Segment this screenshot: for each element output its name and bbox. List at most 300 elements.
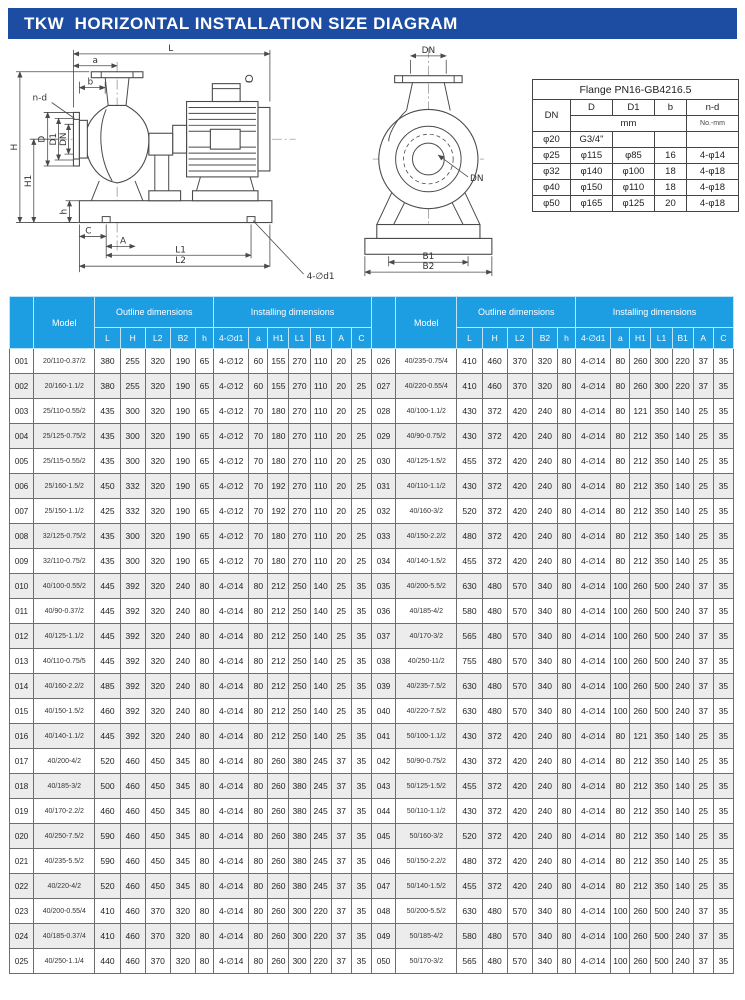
table-cell: 350 <box>651 474 672 499</box>
table-cell: 25 <box>693 749 713 774</box>
table-cell: 35 <box>351 574 371 599</box>
table-cell: 80 <box>557 449 575 474</box>
table-cell: 010 <box>10 574 34 599</box>
table-cell: 35 <box>713 749 733 774</box>
table-cell: 372 <box>482 799 507 824</box>
table-cell: φ125 <box>612 196 654 212</box>
table-cell: 380 <box>289 849 310 874</box>
table-cell: 565 <box>457 624 482 649</box>
table-row <box>372 749 734 774</box>
table-cell: 420 <box>507 549 532 574</box>
table-cell: 420 <box>507 524 532 549</box>
table-cell: 190 <box>170 399 195 424</box>
table-cell: 80 <box>557 824 575 849</box>
table-cell: 180 <box>268 424 289 449</box>
table-cell: 65 <box>195 499 213 524</box>
table-cell: 435 <box>95 549 120 574</box>
table-cell: 192 <box>268 499 289 524</box>
table-cell: 4-∅14 <box>576 349 611 374</box>
spec-table-left-body <box>10 349 372 974</box>
dim-label-D1: D1 <box>49 132 60 146</box>
table-cell: 4-∅14 <box>576 899 611 924</box>
table-cell: 320 <box>145 374 170 399</box>
table-cell: φ85 <box>612 148 654 164</box>
table-cell: 40/185-4/2 <box>396 599 457 624</box>
col-L2: L2 <box>145 328 170 349</box>
table-cell: 20 <box>331 399 351 424</box>
outline-dimensions-header: Outline dimensions <box>95 297 214 328</box>
table-cell: 570 <box>507 599 532 624</box>
table-cell: 350 <box>651 874 672 899</box>
table-cell: 460 <box>482 374 507 399</box>
table-row <box>372 924 734 949</box>
table-cell: 4-∅14 <box>214 749 249 774</box>
table-cell: 300 <box>120 399 145 424</box>
table-cell: 300 <box>651 349 672 374</box>
table-cell: 050 <box>372 949 396 974</box>
table-cell: 70 <box>249 524 268 549</box>
table-cell: 450 <box>95 474 120 499</box>
table-cell: 240 <box>170 699 195 724</box>
table-cell: 245 <box>310 774 331 799</box>
table-cell: 420 <box>507 724 532 749</box>
table-cell: 007 <box>10 499 34 524</box>
table-cell: 420 <box>507 449 532 474</box>
table-cell: 212 <box>630 524 651 549</box>
table-cell: 420 <box>507 874 532 899</box>
table-cell: 155 <box>268 349 289 374</box>
table-cell: 240 <box>532 724 557 749</box>
table-cell: 25 <box>351 524 371 549</box>
table-cell: 80 <box>557 674 575 699</box>
table-cell: 35 <box>713 724 733 749</box>
table-cell: 140 <box>672 549 693 574</box>
table-cell: 80 <box>557 474 575 499</box>
table-row <box>372 699 734 724</box>
table-cell: 65 <box>195 424 213 449</box>
table-cell: 340 <box>532 949 557 974</box>
table-cell: 4-∅14 <box>214 574 249 599</box>
table-cell: 044 <box>372 799 396 824</box>
table-cell: 80 <box>557 849 575 874</box>
table-cell: 460 <box>120 899 145 924</box>
table-row <box>372 824 734 849</box>
table-cell: 40/100-0.55/2 <box>34 574 95 599</box>
table-row <box>372 424 734 449</box>
table-cell: 455 <box>457 449 482 474</box>
table-cell: 20 <box>331 474 351 499</box>
col-h: h <box>557 328 575 349</box>
table-cell: 80 <box>557 949 575 974</box>
table-cell: φ40 <box>532 180 570 196</box>
table-cell: 018 <box>10 774 34 799</box>
table-cell: 80 <box>611 424 630 449</box>
table-cell: 250 <box>289 699 310 724</box>
table-cell: 40/110-1.1/2 <box>396 474 457 499</box>
table-cell: 350 <box>651 749 672 774</box>
flange-table <box>532 79 739 212</box>
table-row <box>372 674 734 699</box>
table-cell: 180 <box>268 524 289 549</box>
table-cell: 35 <box>713 424 733 449</box>
table-cell: 350 <box>651 724 672 749</box>
table-cell: 480 <box>457 524 482 549</box>
table-cell: 80 <box>195 649 213 674</box>
table-cell: 300 <box>289 899 310 924</box>
table-cell: 372 <box>482 499 507 524</box>
table-cell: 40/150-1.5/2 <box>34 699 95 724</box>
table-cell: 80 <box>249 674 268 699</box>
table-cell: 480 <box>482 674 507 699</box>
flange-unit-nd: No.-mm <box>686 116 738 132</box>
table-cell: 570 <box>507 574 532 599</box>
table-cell: 4-∅12 <box>214 399 249 424</box>
col-H: H <box>482 328 507 349</box>
table-cell: 212 <box>630 474 651 499</box>
table-cell: 039 <box>372 674 396 699</box>
outline-dimensions-header: Outline dimensions <box>457 297 576 328</box>
table-row <box>10 649 372 674</box>
table-cell: 009 <box>10 549 34 574</box>
table-cell: 480 <box>482 574 507 599</box>
table-cell: 4-∅12 <box>214 424 249 449</box>
table-cell: 029 <box>372 424 396 449</box>
table-row <box>532 132 738 148</box>
table-cell: 013 <box>10 649 34 674</box>
table-cell: 520 <box>95 749 120 774</box>
table-cell: 80 <box>557 799 575 824</box>
table-cell: 4-∅14 <box>576 924 611 949</box>
table-cell: 450 <box>145 749 170 774</box>
table-cell: 20 <box>654 196 686 212</box>
table-cell: 100 <box>611 574 630 599</box>
table-cell: 25 <box>693 724 713 749</box>
installing-dimensions-header: Installing dimensions <box>214 297 372 328</box>
table-cell: 270 <box>289 349 310 374</box>
table-cell: 450 <box>145 849 170 874</box>
flange-table-container <box>532 79 739 212</box>
table-cell: 50/125-1.5/2 <box>396 774 457 799</box>
table-cell: 80 <box>611 499 630 524</box>
table-cell: 420 <box>507 749 532 774</box>
table-cell: 240 <box>170 624 195 649</box>
table-cell: 500 <box>651 699 672 724</box>
table-cell: 80 <box>557 349 575 374</box>
table-cell: 500 <box>651 599 672 624</box>
table-cell: 180 <box>268 449 289 474</box>
table-cell: 240 <box>170 574 195 599</box>
table-cell: 002 <box>10 374 34 399</box>
table-cell: 140 <box>310 724 331 749</box>
table-cell: 435 <box>95 399 120 424</box>
table-cell: 320 <box>145 474 170 499</box>
table-cell: 35 <box>351 824 371 849</box>
table-cell: 35 <box>351 874 371 899</box>
table-cell: 340 <box>532 924 557 949</box>
model-column-header: Model <box>34 297 95 349</box>
table-cell: 240 <box>532 399 557 424</box>
table-cell: 392 <box>120 724 145 749</box>
table-cell: 500 <box>651 674 672 699</box>
table-cell: 40/150-2.2/2 <box>396 524 457 549</box>
table-cell: 260 <box>630 374 651 399</box>
table-cell: 50/150-2.2/2 <box>396 849 457 874</box>
table-cell: 240 <box>672 624 693 649</box>
table-cell: 500 <box>95 774 120 799</box>
table-cell: 4-φ18 <box>686 164 738 180</box>
table-cell: 80 <box>195 674 213 699</box>
table-cell: 260 <box>268 824 289 849</box>
flange-table-title: Flange PN16-GB4216.5 <box>532 80 738 100</box>
table-cell: 140 <box>672 849 693 874</box>
table-cell: 37 <box>693 699 713 724</box>
table-cell: 25 <box>693 399 713 424</box>
table-cell: 630 <box>457 574 482 599</box>
table-cell: 380 <box>289 774 310 799</box>
table-cell: 190 <box>170 374 195 399</box>
table-row <box>10 349 372 374</box>
table-cell: 260 <box>268 949 289 974</box>
table-cell: 100 <box>611 649 630 674</box>
table-cell: 40/185-3/2 <box>34 774 95 799</box>
table-cell: 001 <box>10 349 34 374</box>
table-cell: 18 <box>654 180 686 196</box>
table-row <box>10 374 372 399</box>
table-cell: 570 <box>507 949 532 974</box>
table-cell: 270 <box>289 499 310 524</box>
dim-label-b: b <box>87 77 94 88</box>
table-cell: 40/160-3/2 <box>396 499 457 524</box>
table-cell: 40/185-0.37/4 <box>34 924 95 949</box>
col-B2: B2 <box>170 328 195 349</box>
table-cell: 80 <box>249 574 268 599</box>
table-row <box>372 524 734 549</box>
table-cell: 4-φ18 <box>686 196 738 212</box>
table-cell: 212 <box>268 724 289 749</box>
table-row <box>372 374 734 399</box>
table-cell: 011 <box>10 599 34 624</box>
table-cell: 35 <box>713 949 733 974</box>
table-cell: 350 <box>651 499 672 524</box>
dim-label-C: C <box>85 226 92 237</box>
table-cell: 455 <box>457 774 482 799</box>
table-cell: 35 <box>713 474 733 499</box>
table-cell: 255 <box>120 349 145 374</box>
table-cell: 100 <box>611 899 630 924</box>
table-cell: 240 <box>532 549 557 574</box>
table-cell: 37 <box>331 949 351 974</box>
table-cell: 260 <box>268 774 289 799</box>
table-cell: 4-∅14 <box>576 774 611 799</box>
table-cell: 430 <box>457 724 482 749</box>
table-cell: 25 <box>331 699 351 724</box>
table-cell: 410 <box>457 374 482 399</box>
table-cell: 80 <box>195 749 213 774</box>
table-row <box>372 874 734 899</box>
table-cell: 245 <box>310 849 331 874</box>
table-cell: 80 <box>249 824 268 849</box>
table-cell: 35 <box>713 374 733 399</box>
table-cell: 430 <box>457 799 482 824</box>
table-cell: 35 <box>713 849 733 874</box>
table-cell: 006 <box>10 474 34 499</box>
table-cell: 37 <box>693 599 713 624</box>
table-cell: 245 <box>310 749 331 774</box>
table-cell: 345 <box>170 749 195 774</box>
table-cell: 320 <box>145 624 170 649</box>
table-cell: 372 <box>482 849 507 874</box>
table-cell: 40/250-11/2 <box>396 649 457 674</box>
table-cell: 212 <box>268 599 289 624</box>
table-cell: 500 <box>651 924 672 949</box>
table-cell: 25 <box>693 499 713 524</box>
table-cell: 190 <box>170 549 195 574</box>
table-cell: 250 <box>289 724 310 749</box>
table-cell: 430 <box>457 474 482 499</box>
table-cell: 270 <box>289 474 310 499</box>
table-cell: 4-∅14 <box>214 624 249 649</box>
table-cell: 40/140-1.5/2 <box>396 549 457 574</box>
table-cell: 500 <box>651 649 672 674</box>
table-cell: 20/110-0.37/2 <box>34 349 95 374</box>
table-cell: 048 <box>372 899 396 924</box>
table-cell: 038 <box>372 649 396 674</box>
table-cell: 80 <box>611 724 630 749</box>
table-cell: 121 <box>630 399 651 424</box>
table-cell: 392 <box>120 574 145 599</box>
table-cell: 320 <box>145 599 170 624</box>
table-cell: 25 <box>693 474 713 499</box>
table-row <box>532 148 738 164</box>
title-banner <box>8 8 737 39</box>
table-cell: 380 <box>289 824 310 849</box>
table-cell: 212 <box>630 874 651 899</box>
table-cell: 35 <box>713 774 733 799</box>
table-cell: 270 <box>289 399 310 424</box>
table-cell: 180 <box>268 399 289 424</box>
table-cell: 570 <box>507 649 532 674</box>
table-cell: 140 <box>310 699 331 724</box>
table-cell: 80 <box>195 624 213 649</box>
table-cell: 70 <box>249 399 268 424</box>
table-cell: 4-∅14 <box>576 724 611 749</box>
table-cell: 003 <box>10 399 34 424</box>
dim-label-DN-top: DN <box>421 45 436 56</box>
table-cell: 570 <box>507 624 532 649</box>
col-H: H <box>120 328 145 349</box>
table-cell: 012 <box>10 624 34 649</box>
table-cell: 320 <box>532 349 557 374</box>
table-cell: 80 <box>249 849 268 874</box>
table-cell: 100 <box>611 624 630 649</box>
table-row <box>372 649 734 674</box>
table-cell: 35 <box>713 874 733 899</box>
table-cell: 40/125-1.5/2 <box>396 449 457 474</box>
table-cell: 320 <box>145 674 170 699</box>
table-cell: 425 <box>95 499 120 524</box>
table-cell: 450 <box>145 799 170 824</box>
dim-label-H: H <box>9 143 20 151</box>
table-cell: 570 <box>507 924 532 949</box>
table-row <box>10 749 372 774</box>
table-cell: 460 <box>120 849 145 874</box>
table-row <box>10 874 372 899</box>
table-cell: 110 <box>310 499 331 524</box>
table-cell: 590 <box>95 849 120 874</box>
table-cell: 340 <box>532 574 557 599</box>
table-cell: 350 <box>651 449 672 474</box>
table-row <box>372 724 734 749</box>
table-cell: 50/170-3/2 <box>396 949 457 974</box>
table-cell: 140 <box>672 774 693 799</box>
table-cell: 37 <box>693 924 713 949</box>
table-cell: 240 <box>672 949 693 974</box>
table-row <box>372 574 734 599</box>
table-cell: 25 <box>693 799 713 824</box>
table-cell: 320 <box>145 699 170 724</box>
table-cell: 37 <box>331 924 351 949</box>
table-cell: 500 <box>651 624 672 649</box>
table-cell: 25 <box>693 874 713 899</box>
table-cell: 240 <box>532 424 557 449</box>
table-cell: 240 <box>672 649 693 674</box>
table-cell: 212 <box>268 624 289 649</box>
table-cell: 4-∅14 <box>576 449 611 474</box>
table-cell: 212 <box>630 424 651 449</box>
table-cell: 410 <box>95 899 120 924</box>
table-cell: 35 <box>713 799 733 824</box>
table-cell: 190 <box>170 349 195 374</box>
table-cell <box>612 132 654 148</box>
table-cell: 190 <box>170 449 195 474</box>
table-row <box>10 724 372 749</box>
table-cell: φ50 <box>532 196 570 212</box>
table-cell: 80 <box>611 449 630 474</box>
table-cell: 37 <box>331 749 351 774</box>
table-cell: 320 <box>145 424 170 449</box>
table-cell: φ32 <box>532 164 570 180</box>
table-cell: 392 <box>120 599 145 624</box>
table-cell: 40/140-1.1/2 <box>34 724 95 749</box>
table-row <box>10 799 372 824</box>
table-cell: 80 <box>611 774 630 799</box>
table-cell: 80 <box>195 799 213 824</box>
table-cell: 260 <box>630 924 651 949</box>
table-cell: 80 <box>249 724 268 749</box>
table-row <box>10 849 372 874</box>
table-cell: 460 <box>120 924 145 949</box>
table-cell: 20 <box>331 424 351 449</box>
table-cell: 049 <box>372 924 396 949</box>
table-cell: 80 <box>557 774 575 799</box>
table-cell: 345 <box>170 774 195 799</box>
table-cell: 40/235-0.75/4 <box>396 349 457 374</box>
table-cell: 392 <box>120 674 145 699</box>
table-cell: 25/115-0.55/2 <box>34 449 95 474</box>
table-cell: 140 <box>672 749 693 774</box>
table-cell: 320 <box>145 724 170 749</box>
table-cell: 430 <box>457 424 482 449</box>
table-cell: 410 <box>95 924 120 949</box>
table-row <box>372 499 734 524</box>
table-cell: 450 <box>145 774 170 799</box>
table-row <box>10 924 372 949</box>
table-cell: 392 <box>120 649 145 674</box>
table-cell: 35 <box>351 799 371 824</box>
col-a: a <box>611 328 630 349</box>
table-row <box>372 624 734 649</box>
table-cell: 25 <box>693 524 713 549</box>
